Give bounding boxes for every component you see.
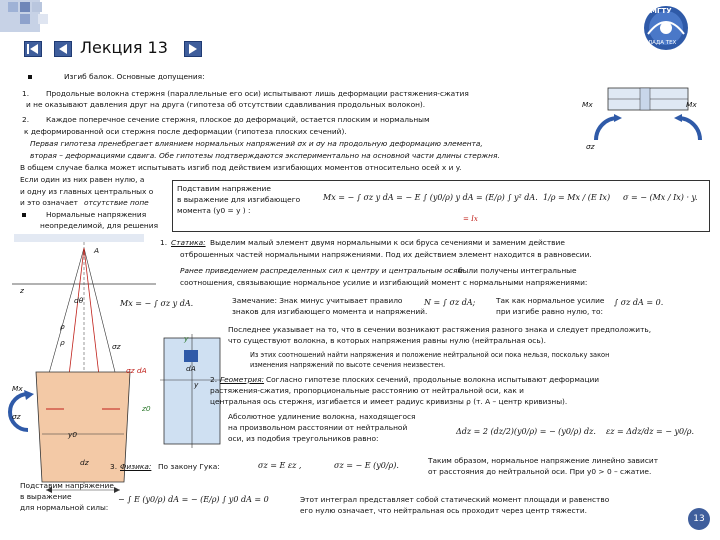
bottom-right-line-1: Этот интеграл представляет собой статический момент площади и равенство bbox=[300, 495, 610, 504]
logo-text: МГТУ bbox=[650, 7, 672, 15]
prev-slide-button[interactable] bbox=[54, 41, 72, 57]
step3-head: Физика: bbox=[120, 462, 152, 471]
step1-line-b: отброшенных частей нормальными напряжениями. Под их действием элемент находится в равновесии. bbox=[180, 250, 592, 259]
step1-line-c: были получены интегральные bbox=[458, 266, 577, 275]
step1-line-c-em: Ранее приведением распределенных сил к центру и центральным осям bbox=[180, 266, 464, 275]
y-axis-label: y bbox=[184, 334, 189, 343]
para4-line-c: и одну из главных центральных о bbox=[20, 187, 154, 196]
y0-label: y0 bbox=[68, 430, 78, 439]
sigma-dA-label: σz dA bbox=[126, 366, 147, 375]
item1-line-a: Продольные волокна стержня (параллельные его оси) испытывают лишь деформации растяжения-сжатия bbox=[46, 89, 469, 98]
formula-normal-zero: ∫ σz dA = 0. bbox=[614, 298, 664, 307]
para5-line-a: Нормальные напряжения bbox=[46, 210, 147, 219]
formula-hooke: σz = E εz , bbox=[258, 461, 302, 470]
item2-line-b: к деформированной оси стержня после деформации (гипотеза плоских сечений). bbox=[24, 127, 347, 136]
step2-line-b: растяжения-сжатия, пропорциональные расстоянию от нейтральной оси, как и bbox=[210, 386, 524, 395]
neutral-note-a: Из этих соотношений найти напряжения и положение нейтральной оси пока нельзя, поскольку закон bbox=[250, 351, 610, 359]
neutral-note-b: изменения напряжений по высоте сечения неизвестен. bbox=[250, 361, 446, 369]
popup-formula-sigma: σ = − (Mx / Ix) · y. bbox=[623, 193, 698, 202]
popup-lead-1: Подставим напряжение bbox=[177, 184, 271, 193]
step3-line-c: от расстояния до нейтральной оси. При y0 > 0 – сжатие. bbox=[428, 467, 652, 476]
remark-line-1: Замечание: Знак минус учитывает правило bbox=[232, 296, 403, 305]
page-number-badge bbox=[688, 508, 710, 530]
d-theta-label: dθ bbox=[74, 296, 84, 305]
moment-label-beam: Mx bbox=[12, 384, 23, 393]
formula-moment: Mx = − ∫ σz y dA. bbox=[120, 299, 194, 308]
university-logo bbox=[636, 4, 696, 52]
page-number: 13 bbox=[693, 514, 705, 524]
intro-title: Изгиб балок. Основные допущения: bbox=[64, 72, 205, 81]
popup-lead-2: в выражение для изгибающего bbox=[177, 195, 301, 204]
para4-line-b: Если один из них равен нулю, а bbox=[20, 175, 145, 184]
sigma-label: σz bbox=[586, 142, 595, 151]
z-axis-label: z bbox=[20, 286, 24, 295]
step3-number: 3. bbox=[110, 462, 118, 471]
next-slide-button[interactable] bbox=[184, 41, 202, 57]
dz-label: dz bbox=[80, 458, 89, 467]
popup-formula-mx: Mx = − ∫ σz y dA = − E ∫ (y0/ρ) y dA = (E/ρ) ∫ y² dA. bbox=[323, 193, 538, 202]
moment-label-left: Mx bbox=[582, 100, 593, 109]
y-coordinate-label: y bbox=[194, 380, 199, 389]
page-title: Лекция 13 bbox=[80, 38, 168, 57]
item2-number: 2. bbox=[22, 115, 30, 124]
item1-line-b: и не оказывают давления друг на друга (гипотеза об отсутствии сдавливания продольных волокон). bbox=[26, 100, 426, 109]
bottom-right-line-2: его нулю означает, что нейтральная ось проходит через центр тяжести. bbox=[300, 506, 588, 515]
popup-formula-curvature: 1/ρ = Mx / (E Ix) bbox=[543, 193, 611, 202]
formula-elongation: Δdz = 2 (dz/2)(y0/ρ) = − (y0/ρ) dz. bbox=[456, 427, 596, 436]
logo-subtext: ЛАДА ТЕХ bbox=[648, 40, 677, 46]
remark-line-2: знаков для изгибающего момента и напряжений. bbox=[232, 307, 428, 316]
normal-force-note-2: при изгибе равно нулю, то: bbox=[496, 307, 603, 316]
step3-line-a: По закону Гука: bbox=[158, 462, 220, 471]
conclusion-line-b: что существуют волокна, в которых напряжения равны нулю (нейтральная ось). bbox=[228, 336, 546, 345]
step3-line-b: Таким образом, нормальное напряжение линейно зависит bbox=[428, 456, 659, 465]
formula-sigma-linear: σz = − E (y0/ρ). bbox=[334, 461, 399, 470]
arrow-left-icon bbox=[58, 44, 68, 54]
formula-normal-force: N = ∫ σz dA; bbox=[424, 298, 476, 307]
step2-head: Геометрия: bbox=[220, 375, 265, 384]
popup-lead-3: момента (y0 = y ) : bbox=[177, 206, 251, 215]
step1-head: Статика: bbox=[171, 238, 206, 247]
rho-label-1: ρ bbox=[60, 322, 65, 331]
bottom-left-line-2: в выражение bbox=[20, 492, 72, 501]
para3-line-a: Первая гипотеза пренебрегает влиянием нормальных напряжений σx и σy на продольную деформацию элемента, bbox=[30, 139, 483, 148]
bending-moment-diagram bbox=[582, 78, 708, 178]
step2-line-f: оси, из подобия треугольников равно: bbox=[228, 434, 379, 443]
sigma-z-left-label: σz bbox=[12, 412, 21, 421]
step1-line-a: Выделим малый элемент двумя нормальными к оси бруса сечениями и заменим действие bbox=[210, 238, 565, 247]
beam-element-diagram bbox=[6, 234, 160, 498]
decor-chips bbox=[8, 2, 68, 34]
step1-line-d: соотношения, связывающие нормальное усилие и изгибающий момент с нормальными напряжениями: bbox=[180, 278, 588, 287]
bottom-left-line-1: Подставим напряжение bbox=[20, 481, 114, 490]
para4-line-d-em: отсутствие попе bbox=[84, 198, 149, 207]
step2-line-a: Согласно гипотезе плоских сечений, продольные волокна испытывают деформации bbox=[266, 375, 600, 384]
normal-force-note-1: Так как нормальное усилие bbox=[496, 296, 605, 305]
rho-label-2: ρ bbox=[60, 338, 65, 347]
arrow-right-icon bbox=[188, 44, 198, 54]
step2-line-d: Абсолютное удлинение волокна, находящегося bbox=[228, 412, 416, 421]
moment-label-right: Mx bbox=[686, 100, 697, 109]
z0-label: z0 bbox=[142, 404, 151, 413]
center-A-label: A bbox=[94, 246, 100, 255]
step1-number: 1. bbox=[160, 238, 168, 247]
para4-line-a: В общем случае балка может испытывать изгиб под действием изгибающих моментов относительно осей x и y. bbox=[20, 163, 462, 172]
item2-line-a: Каждое поперечное сечение стержня, плоское до деформаций, остается плоским и нормальным bbox=[46, 115, 430, 124]
popup-formula-ix-underbrace: = Ix bbox=[463, 215, 478, 223]
substitution-popup bbox=[172, 180, 710, 232]
item1-number: 1. bbox=[22, 89, 30, 98]
step2-line-e: на произвольном расстоянии от нейтральной bbox=[228, 423, 408, 432]
para3-line-b: вторая – деформациями сдвига. Обе гипотезы подтверждаются экспериментально на основной части длины стержня. bbox=[30, 151, 500, 160]
para5-line-b: неопределимой, для решения bbox=[40, 221, 159, 230]
bullet bbox=[22, 213, 26, 217]
conclusion-line-a: Последнее указывает на то, что в сечении возникают растяжения разного знака и следует предположить, bbox=[228, 325, 652, 334]
first-slide-button[interactable] bbox=[24, 41, 42, 57]
bottom-left-line-3: для нормальной силы: bbox=[20, 503, 109, 512]
formula-strain: εz = Δdz/dz = − y0/ρ. bbox=[606, 427, 695, 436]
para4-line-d: и это означает bbox=[20, 198, 78, 207]
bullet bbox=[28, 75, 32, 79]
sigma-z-label: σz bbox=[112, 342, 121, 351]
formula-static-moment: − ∫ E (y0/ρ) dA = − (E/ρ) ∫ y0 dA = 0 bbox=[118, 495, 269, 504]
skip-back-icon bbox=[27, 44, 39, 54]
step2-line-c: центральная ось стержня, изгибается и имеет радиус кривизны ρ (т. A – центр кривизны). bbox=[210, 397, 568, 406]
step2-number: 2. bbox=[210, 375, 218, 384]
dA-label: dA bbox=[186, 364, 196, 373]
